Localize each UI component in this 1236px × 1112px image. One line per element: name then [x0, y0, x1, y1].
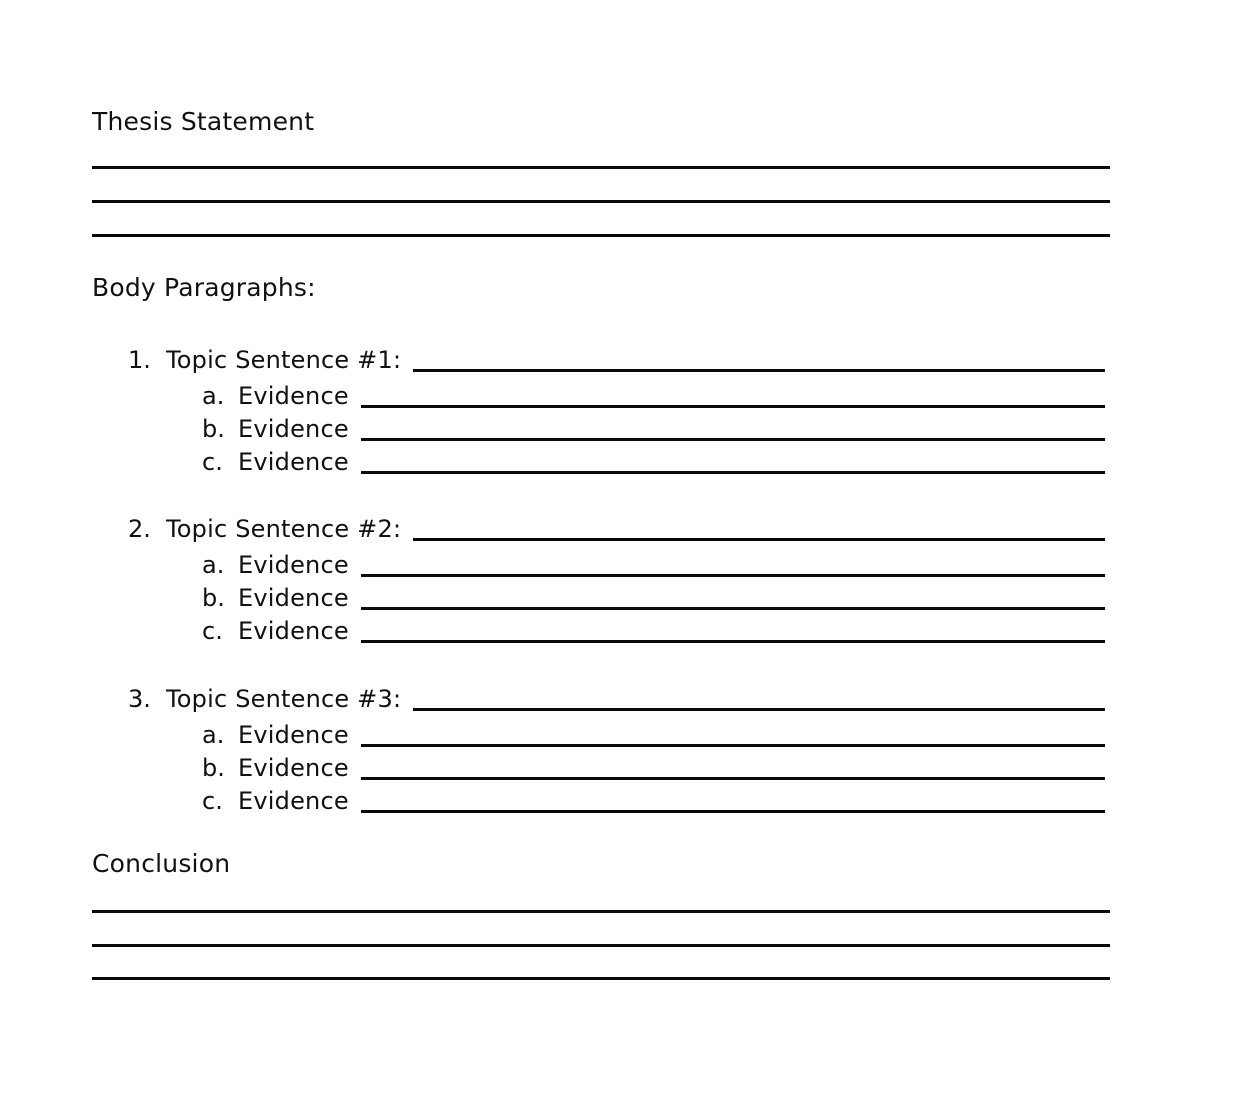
evidence-label: Evidence: [238, 584, 349, 612]
topic-fill-line: [413, 369, 1105, 372]
evidence-row: [0, 583, 1236, 613]
evidence-letter: a.: [202, 551, 225, 579]
conclusion-blank-line: [92, 910, 1110, 913]
evidence-row: [0, 550, 1236, 580]
evidence-letter: c.: [202, 448, 223, 476]
topic-row: [0, 684, 1236, 714]
evidence-fill-line: [361, 744, 1105, 747]
topic-fill-line: [413, 708, 1105, 711]
evidence-letter: b.: [202, 584, 225, 612]
evidence-row: [0, 414, 1236, 444]
evidence-label: Evidence: [238, 617, 349, 645]
conclusion-blank-line: [92, 944, 1110, 947]
evidence-row: [0, 447, 1236, 477]
evidence-fill-line: [361, 810, 1105, 813]
evidence-letter: a.: [202, 382, 225, 410]
evidence-letter: b.: [202, 754, 225, 782]
topic-number: 1.: [128, 346, 151, 374]
conclusion-blank-line: [92, 977, 1110, 980]
evidence-label: Evidence: [238, 721, 349, 749]
evidence-row: [0, 616, 1236, 646]
evidence-label: Evidence: [238, 415, 349, 443]
evidence-label: Evidence: [238, 382, 349, 410]
evidence-letter: c.: [202, 787, 223, 815]
topic-row: [0, 345, 1236, 375]
thesis-blank-line: [92, 234, 1110, 237]
evidence-label: Evidence: [238, 448, 349, 476]
topic-number: 2.: [128, 515, 151, 543]
evidence-row: [0, 381, 1236, 411]
evidence-label: Evidence: [238, 551, 349, 579]
evidence-label: Evidence: [238, 787, 349, 815]
evidence-row: [0, 720, 1236, 750]
evidence-letter: b.: [202, 415, 225, 443]
evidence-letter: a.: [202, 721, 225, 749]
thesis-blank-line: [92, 166, 1110, 169]
topic-label: Topic Sentence #3:: [166, 685, 402, 713]
thesis-heading: Thesis Statement: [92, 107, 315, 136]
evidence-fill-line: [361, 640, 1105, 643]
topic-fill-line: [413, 538, 1105, 541]
topic-label: Topic Sentence #2:: [166, 515, 402, 543]
topic-row: [0, 514, 1236, 544]
evidence-fill-line: [361, 574, 1105, 577]
evidence-fill-line: [361, 471, 1105, 474]
evidence-row: [0, 786, 1236, 816]
evidence-fill-line: [361, 607, 1105, 610]
topic-number: 3.: [128, 685, 151, 713]
evidence-label: Evidence: [238, 754, 349, 782]
evidence-fill-line: [361, 438, 1105, 441]
body-paragraphs-heading: Body Paragraphs:: [92, 273, 316, 302]
evidence-letter: c.: [202, 617, 223, 645]
evidence-row: [0, 753, 1236, 783]
topic-label: Topic Sentence #1:: [166, 346, 402, 374]
thesis-blank-line: [92, 200, 1110, 203]
evidence-fill-line: [361, 777, 1105, 780]
conclusion-heading: Conclusion: [92, 849, 231, 878]
evidence-fill-line: [361, 405, 1105, 408]
